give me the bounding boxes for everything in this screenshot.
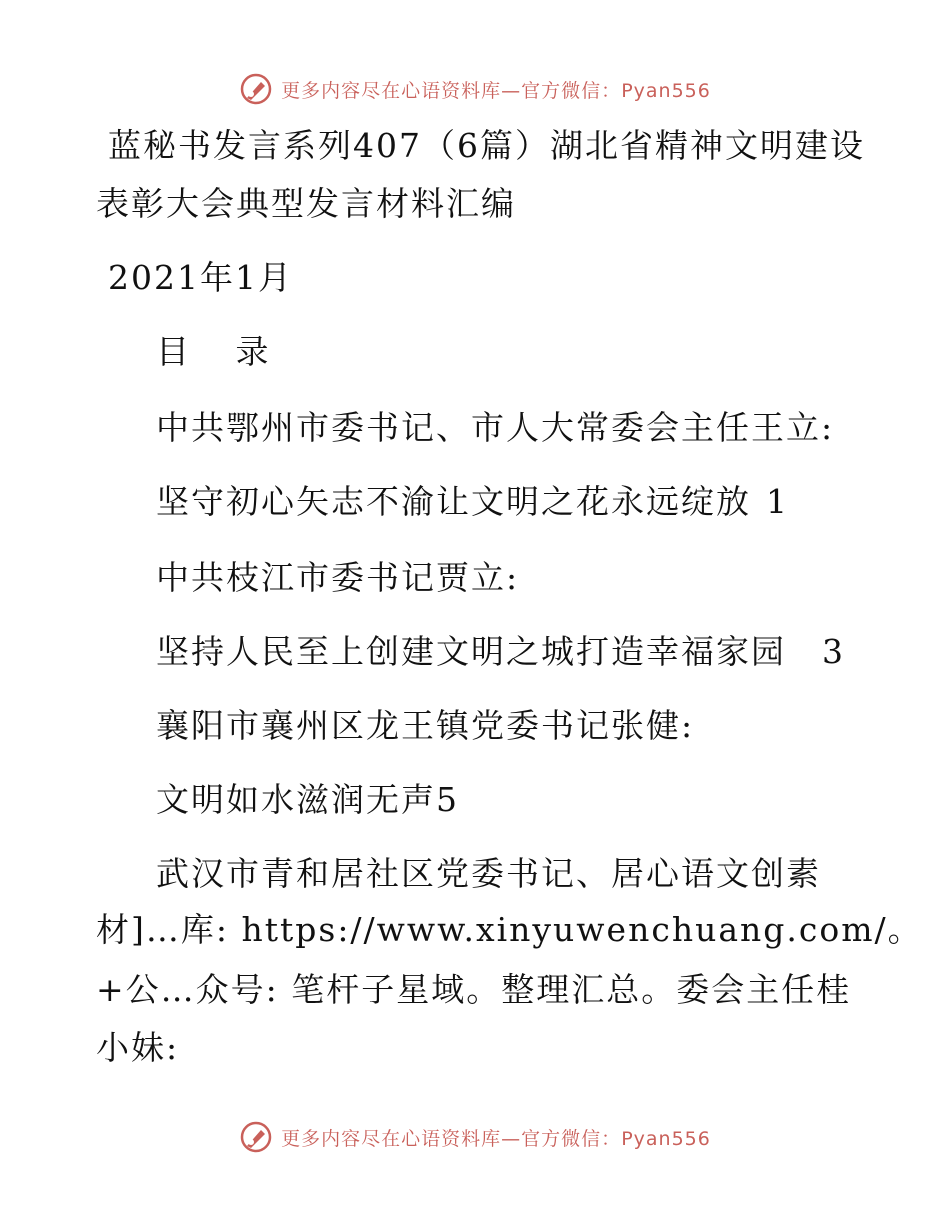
toc-entry-4-line2: 材]…库: https://www.xinyuwenchuang.com/。 xyxy=(96,910,923,949)
toc-entry-3-topic: 文明如水滋润无声5 xyxy=(156,780,459,819)
watermark-text: 更多内容尽在心语资料库—官方微信：Pyan556 xyxy=(281,1127,711,1150)
toc-heading: 目 录 xyxy=(156,332,287,371)
pen-logo-icon xyxy=(239,72,273,106)
doc-date: 2021年1月 xyxy=(108,258,293,297)
toc-entry-1-topic: 坚守初心矢志不渝让文明之花永远绽放 xyxy=(156,482,751,521)
toc-entry-4-line3: +公…众号: 笔杆子星域。整理汇总。委会主任桂 xyxy=(96,970,852,1009)
toc-entry-1-page: 1 xyxy=(766,482,787,521)
doc-title-line2: 表彰大会典型发言材料汇编 xyxy=(96,184,516,223)
toc-entry-2-page: 3 xyxy=(822,632,843,671)
toc-entry-2-topic: 坚持人民至上创建文明之城打造幸福家园 xyxy=(156,632,786,671)
watermark-footer xyxy=(0,1120,950,1154)
toc-entry-1-speaker: 中共鄂州市委书记、市人大常委会主任王立: xyxy=(156,408,835,447)
pen-logo-icon xyxy=(239,1120,273,1154)
toc-entry-2-speaker: 中共枝江市委书记贾立: xyxy=(156,558,520,597)
watermark-header xyxy=(0,72,950,106)
toc-entry-4-line1: 武汉市青和居社区党委书记、居心语文创素 xyxy=(156,854,821,893)
toc-entry-3-speaker: 襄阳市襄州区龙王镇党委书记张健: xyxy=(156,706,695,745)
toc-entry-4-line4: 小妹: xyxy=(96,1028,180,1067)
doc-title-line1: 蓝秘书发言系列407（6篇）湖北省精神文明建设 xyxy=(108,126,865,165)
watermark-text: 更多内容尽在心语资料库—官方微信：Pyan556 xyxy=(281,79,711,102)
